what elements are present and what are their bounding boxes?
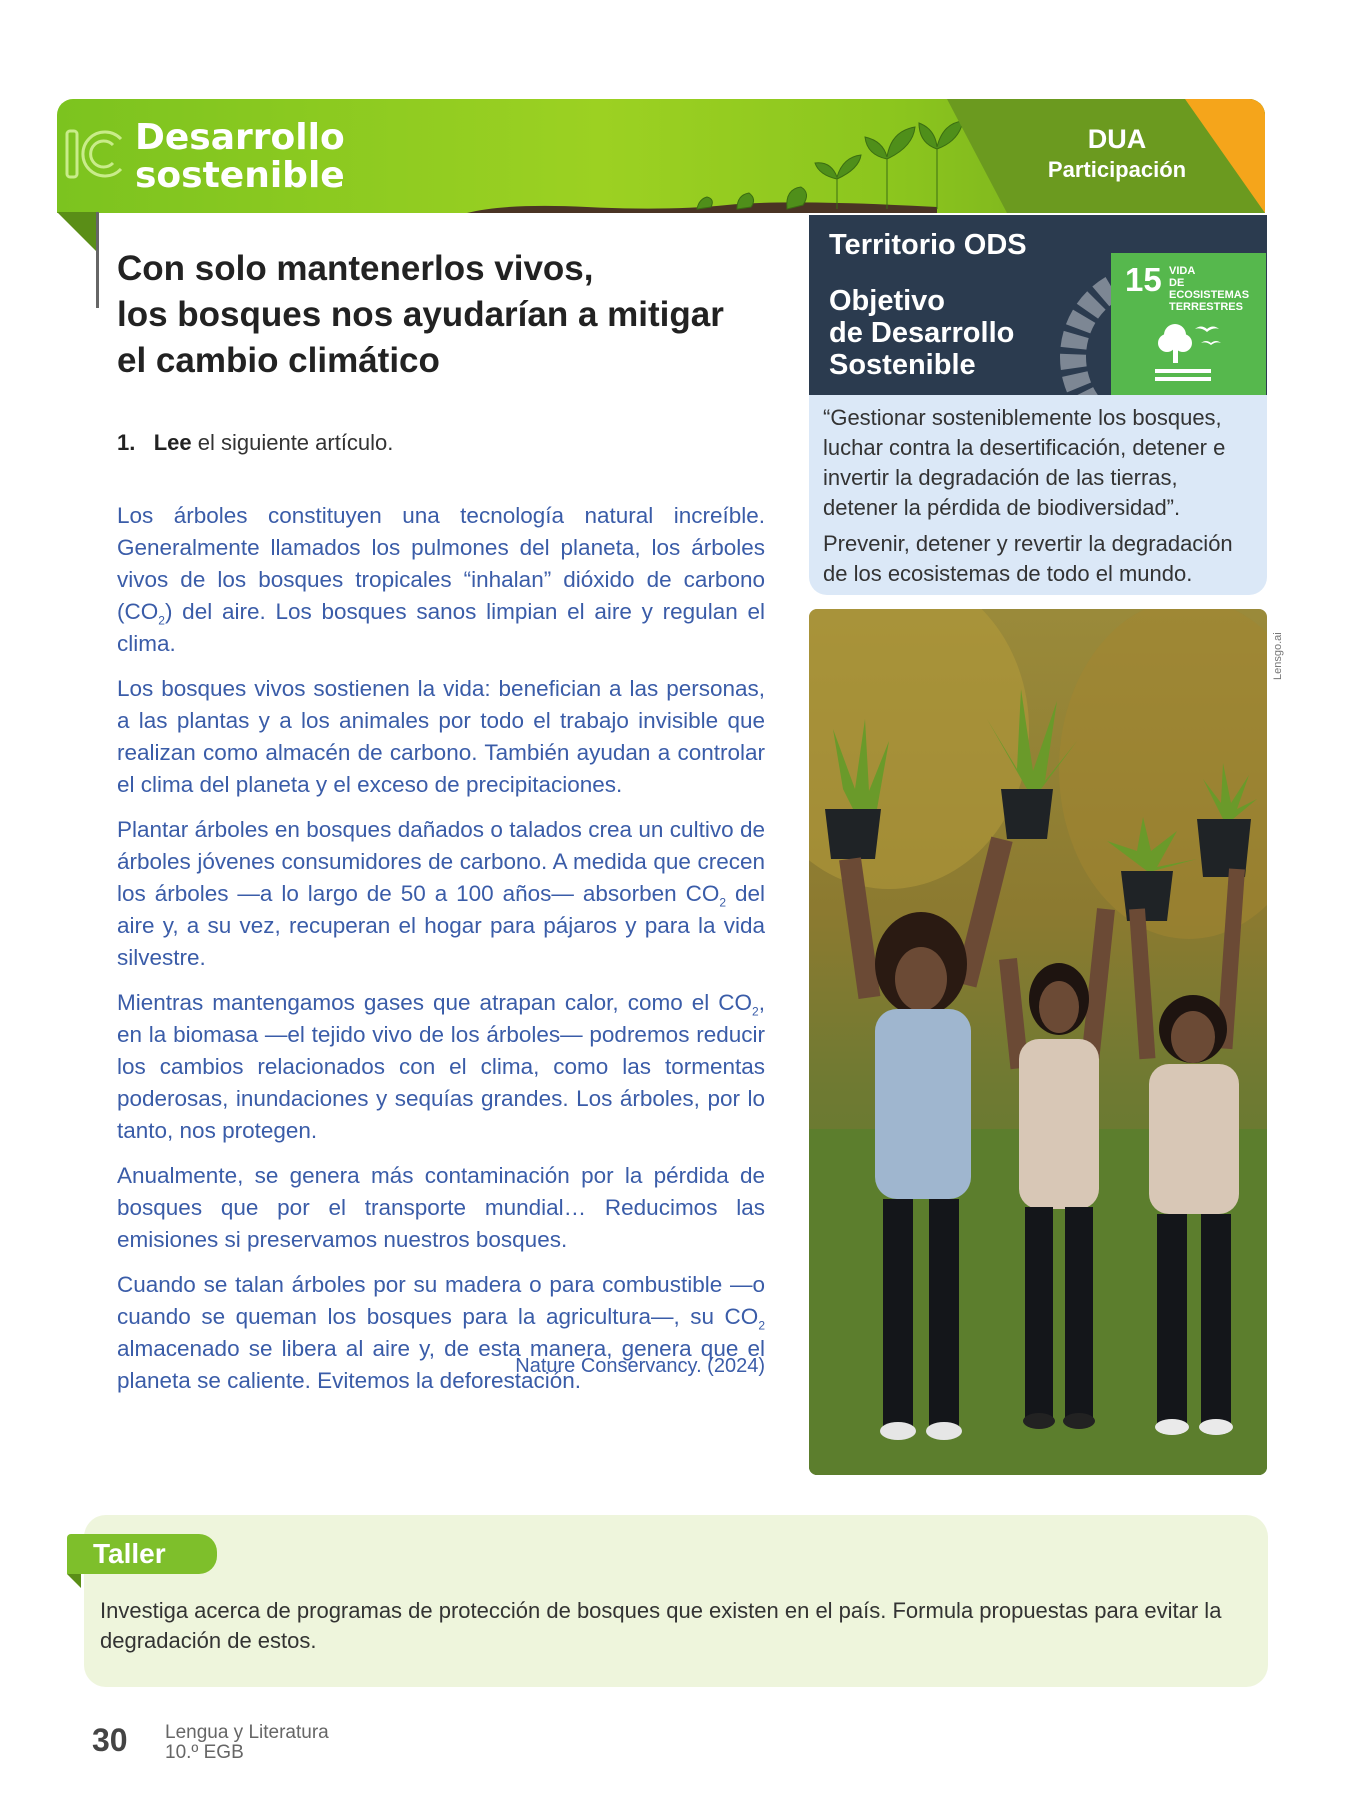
- section-banner: [57, 99, 1265, 213]
- page-subject: Lengua y Literatura 10.º EGB: [165, 1722, 329, 1763]
- ods-header: [809, 215, 1267, 395]
- ic-logo-icon: [63, 125, 125, 183]
- ods-summary: Prevenir, detener y revertir la degradación de los ecosistemas de todo el mundo.: [823, 531, 1233, 586]
- ods-quote: “Gestionar sosteniblemente los bosques, luchar contra la desertificación, detener e invertir la degradación de las tierras, detener la pérdida de biodiversidad”.: [823, 405, 1226, 520]
- page-number: 30: [92, 1722, 128, 1758]
- sprout-icon: [677, 109, 967, 213]
- article-body: [117, 500, 765, 1410]
- tree-birds-icon: [1151, 315, 1231, 387]
- ods-description: [809, 395, 1267, 595]
- photo-youth-holding-plants: [809, 609, 1267, 1475]
- dua-label: [1017, 123, 1217, 185]
- taller-tag-fold: [67, 1574, 81, 1588]
- taller-text: Investiga acerca de programas de protección de bosques que existen en el país. Formula propuestas para evitar la degradación de estos.: [100, 1598, 1222, 1653]
- badge-text: VIDA DE ECOSISTEMAS TERRESTRES: [1169, 265, 1250, 313]
- section-title: Desarrollo sostenible: [135, 117, 345, 196]
- dua-subtitle: Participación: [1047, 157, 1187, 182]
- article-source: Nature Conservancy. (2024): [515, 1355, 765, 1377]
- dua-title: DUA: [1087, 124, 1147, 154]
- article-paragraph: Mientras mantengamos gases que atrapan calor, como el $CO_2$, en la biomasa —el tejido vivo de los árboles— podremos reducir los cambios relacionados con el clima, como las tormentas poderosas, inundaciones y sequías grandes. Los árboles, por lo tanto, nos protegen.: [117, 990, 765, 1143]
- ods-title: Territorio ODS: [829, 229, 1027, 261]
- title-accent-bar: [96, 212, 99, 308]
- ods-subtitle: Objetivo de Desarrollo Sostenible: [829, 285, 1015, 381]
- activity-instruction: 1. Lee el siguiente artículo.: [117, 430, 394, 455]
- banner-fold: [57, 212, 97, 252]
- article-paragraph: Anualmente, se genera más contaminación por la pérdida de bosques que por el transporte mundial… Reducimos las emisiones si preservamos nuestros bosques.: [117, 1163, 765, 1252]
- article-paragraph: Plantar árboles en bosques dañados o talados crea un cultivo de árboles jóvenes consumidores de carbono. A medida que crecen los árboles —a lo largo de 50 a 100 años— absorben $CO_2$ del aire y, a su vez, recuperan el hogar para pájaros y para la vida silvestre.: [117, 817, 765, 970]
- badge-number: 15: [1125, 261, 1162, 298]
- photo-credit: Lensgo.ai: [1272, 632, 1284, 680]
- taller-label: Taller: [67, 1534, 217, 1574]
- article-paragraph: Cuando se talan árboles por su madera o para combustible —o cuando se queman los bosques para la agricultura—, su $CO_2$ almacenado se libera al aire y, de esta manera, genera que el planeta se caliente. Evitemos la deforestación.: [117, 1272, 765, 1393]
- article-paragraph: Los árboles constituyen una tecnología natural increíble. Generalmente llamados los pulmones del planeta, los árboles vivos de los bosques tropicales “inhalan” dióxido de carbono $(CO_2)$ del aire. Los bosques sanos limpian el aire y regulan el clima.: [117, 503, 765, 656]
- article-paragraph: Los bosques vivos sostienen la vida: benefician a las personas, a las plantas y a los animales por todo el trabajo invisible que realizan como almacén de carbono. También ayudan a controlar el clima del planeta y el exceso de precipitaciones.: [117, 676, 765, 797]
- sdg-15-badge: [1111, 253, 1266, 395]
- article-title: Con solo mantenerlos vivos, los bosques nos ayudarían a mitigar el cambio climático: [117, 249, 724, 380]
